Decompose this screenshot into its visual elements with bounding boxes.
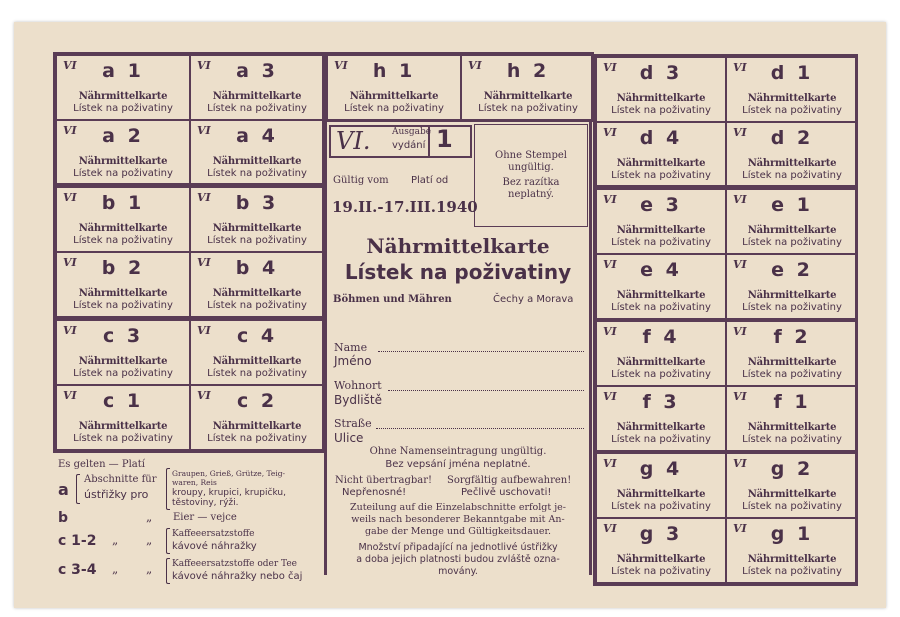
coupon-code: e 1 — [771, 194, 813, 216]
coupon-code: a 4 — [236, 125, 278, 147]
note-allot-de-3: gabe der Menge und Gültigkeitsdauer. — [364, 526, 552, 537]
valid-dates: 19.II.-17.III.1940 — [332, 198, 478, 216]
legend-c34-ditto: „ — [112, 562, 119, 576]
issue-roman: VI. — [336, 127, 371, 155]
coupon-label-de: Nährmittelkarte — [747, 422, 837, 433]
coupon-issue-label: VI — [733, 325, 747, 338]
coupon-issue-label: VI — [63, 324, 77, 337]
field-name-de: Name — [334, 341, 368, 354]
coupon-issue-label: VI — [733, 193, 747, 206]
card-title-cz: Lístek na poživatiny — [344, 260, 572, 284]
coupon-label-de: Nährmittelkarte — [616, 158, 706, 169]
coupon-label-cz: Lístek na poživatiny — [344, 103, 444, 114]
valid-from-de: Gültig vom — [333, 175, 389, 186]
coupon-label-cz: Lístek na poživatiny — [742, 501, 842, 512]
coupon-label-cz: Lístek na poživatiny — [611, 105, 711, 116]
coupon-code: e 3 — [640, 194, 682, 216]
coupon-issue-label: VI — [733, 258, 747, 271]
coupon-issue-label: VI — [733, 457, 747, 470]
legend-c12-ditto-2: „ — [146, 533, 153, 547]
coupon-pad-h — [324, 52, 594, 122]
coupon-issue-label: VI — [603, 390, 617, 403]
coupon-code: f 4 — [642, 326, 680, 348]
legend-c12-ditto: „ — [112, 533, 119, 547]
coupon-pad-b — [53, 184, 325, 320]
coupon-label-cz: Lístek na poživatiny — [611, 302, 711, 313]
coupon-label-cz: Lístek na poživatiny — [742, 302, 842, 313]
field-name-cz: Jméno — [334, 354, 372, 368]
legend-b-ditto: „ — [146, 510, 153, 524]
legend-a-goods-de — [172, 469, 285, 487]
coupon-code: c 1 — [102, 390, 144, 412]
coupon-label-cz: Lístek na poživatiny — [73, 168, 173, 179]
coupon-label-de: Nährmittelkarte — [483, 91, 573, 102]
issue-ausgabe: Ausgabe — [392, 127, 432, 137]
coupon-label-cz: Lístek na poživatiny — [742, 434, 842, 445]
field-residence-cz: Bydliště — [334, 393, 382, 407]
coupon-label-cz: Lístek na poživatiny — [207, 433, 307, 444]
coupon-label-de: Nährmittelkarte — [747, 357, 837, 368]
coupon-code: h 1 — [372, 60, 416, 82]
coupon-code: c 2 — [236, 390, 278, 412]
region-cz: Čechy a Morava — [493, 294, 574, 305]
coupon-issue-label: VI — [468, 59, 482, 72]
region-de: Böhmen und Mähren — [333, 294, 452, 305]
coupon-label-cz: Lístek na poživatiny — [478, 103, 578, 114]
stamp-note-de: Ohne Stempel ungültig. — [495, 150, 567, 173]
legend-c34-goods-cz: kávové náhražky nebo čaj — [172, 571, 303, 582]
coupon-label-de: Nährmittelkarte — [212, 356, 302, 367]
coupon-issue-label: VI — [63, 256, 77, 269]
coupon-label-de: Nährmittelkarte — [78, 421, 168, 432]
coupon-label-de: Nährmittelkarte — [212, 156, 302, 167]
coupon-label-de: Nährmittelkarte — [616, 489, 706, 500]
coupon-issue-label: VI — [603, 325, 617, 338]
coupon-issue-label: VI — [197, 389, 211, 402]
legend-b-goods: Eier — vejce — [173, 512, 237, 523]
note-allot-de-2: weils nach besonderer Bekanntgabe mit An- — [351, 514, 565, 525]
coupon-issue-label: VI — [603, 193, 617, 206]
issue-vydani: vydání — [392, 140, 426, 151]
card-title-de: Nährmittelkarte — [366, 234, 550, 258]
coupon-code: c 4 — [236, 325, 278, 347]
coupon-code: b 3 — [235, 192, 279, 214]
coupon-issue-label: VI — [733, 390, 747, 403]
legend-a-brace — [76, 474, 80, 504]
coupon-label-cz: Lístek na poživatiny — [742, 237, 842, 248]
coupon-issue-label: VI — [197, 256, 211, 269]
legend-a-goods-de-1: Graupen, Grieß, Grütze, Teig- — [172, 469, 286, 478]
coupon-label-de: Nährmittelkarte — [747, 93, 837, 104]
coupon-label-de: Nährmittelkarte — [212, 223, 302, 234]
coupon-label-de: Nährmittelkarte — [747, 290, 837, 301]
legend-c34-letter: c 3-4 — [58, 562, 97, 578]
note-allot-de-1: Zuteilung auf die Einzelabschnitte erfolgt je- — [349, 502, 567, 513]
coupon-label-de: Nährmittelkarte — [212, 288, 302, 299]
coupon-code: d 4 — [639, 127, 683, 149]
coupon-label-de: Nährmittelkarte — [78, 356, 168, 367]
note-unsigned-cz: Bez vepsání jména neplatné. — [385, 459, 531, 470]
coupon-issue-label: VI — [603, 61, 617, 74]
coupon-label-cz: Lístek na poživatiny — [742, 170, 842, 181]
coupon-issue-label: VI — [334, 59, 348, 72]
coupon-label-cz: Lístek na poživatiny — [207, 235, 307, 246]
coupon-label-cz: Lístek na poživatiny — [611, 237, 711, 248]
coupon-label-cz: Lístek na poživatiny — [73, 433, 173, 444]
coupon-pad-a — [53, 52, 325, 186]
legend-a-goods-brace — [166, 468, 170, 510]
coupon-label-de: Nährmittelkarte — [747, 225, 837, 236]
coupon-label-cz: Lístek na poživatiny — [742, 105, 842, 116]
note-keep-cz: Pečlivě uschovati! — [461, 487, 552, 498]
note-keep-de: Sorgfältig aufbewahren! — [447, 475, 572, 486]
coupon-pad-d — [593, 54, 858, 188]
coupon-code: d 3 — [639, 62, 683, 84]
field-street-de: Straße — [334, 417, 372, 430]
coupon-label-de: Nährmittelkarte — [212, 91, 302, 102]
note-allot-cz-2: a doba jejich platnosti budou zvláště ozna- — [356, 554, 560, 565]
coupon-label-cz: Lístek na poživatiny — [73, 103, 173, 114]
coupon-label-cz: Lístek na poživatiny — [611, 170, 711, 181]
coupon-issue-label: VI — [733, 126, 747, 139]
coupon-issue-label: VI — [197, 59, 211, 72]
coupon-code: f 3 — [642, 391, 680, 413]
legend-a-de: Abschnitte für — [84, 474, 157, 485]
legend-c34-ditto-2: „ — [146, 562, 153, 576]
coupon-issue-label: VI — [603, 522, 617, 535]
legend-a-goods-cz — [172, 488, 286, 508]
name-entry-line[interactable] — [378, 351, 584, 352]
coupon-label-cz: Lístek na poživatiny — [207, 368, 307, 379]
coupon-issue-label: VI — [603, 126, 617, 139]
coupon-code: b 4 — [235, 257, 279, 279]
coupon-pad-f — [593, 318, 858, 454]
residence-entry-line[interactable] — [388, 390, 584, 391]
coupon-label-cz: Lístek na poživatiny — [207, 300, 307, 311]
coupon-code: e 2 — [771, 259, 813, 281]
coupon-code: b 1 — [101, 192, 145, 214]
coupon-label-cz: Lístek na poživatiny — [207, 103, 307, 114]
legend-a-goods-cz-2: těstoviny, rýži. — [172, 498, 239, 508]
coupon-code: g 3 — [639, 523, 683, 545]
field-residence-de: Wohnort — [334, 379, 382, 392]
coupon-code: a 3 — [236, 60, 278, 82]
coupon-code: h 2 — [506, 60, 550, 82]
coupon-code: g 2 — [770, 458, 814, 480]
coupon-label-de: Nährmittelkarte — [212, 421, 302, 432]
legend-c12-brace — [166, 528, 170, 554]
coupon-code: e 4 — [640, 259, 682, 281]
coupon-issue-label: VI — [603, 457, 617, 470]
coupon-label-cz: Lístek na poživatiny — [611, 369, 711, 380]
coupon-label-de: Nährmittelkarte — [747, 554, 837, 565]
note-allot-cz — [327, 542, 589, 578]
coupon-code: d 2 — [770, 127, 814, 149]
coupon-label-cz: Lístek na poživatiny — [73, 368, 173, 379]
coupon-label-de: Nährmittelkarte — [78, 223, 168, 234]
coupon-code: a 1 — [102, 60, 144, 82]
coupon-label-de: Nährmittelkarte — [616, 422, 706, 433]
coupon-issue-label: VI — [63, 59, 77, 72]
coupon-label-de: Nährmittelkarte — [616, 290, 706, 301]
coupon-label-de: Nährmittelkarte — [616, 225, 706, 236]
coupon-label-cz: Lístek na poživatiny — [207, 168, 307, 179]
coupon-code: f 1 — [773, 391, 811, 413]
coupon-pad-g — [593, 450, 858, 586]
legend-c34-brace — [166, 558, 170, 584]
coupon-issue-label: VI — [733, 522, 747, 535]
coupon-code: b 2 — [101, 257, 145, 279]
note-allot-de — [327, 502, 589, 538]
coupon-issue-label: VI — [197, 124, 211, 137]
coupon-code: g 4 — [639, 458, 683, 480]
coupon-label-cz: Lístek na poživatiny — [73, 235, 173, 246]
coupon-code: d 1 — [770, 62, 814, 84]
coupon-code: a 2 — [102, 125, 144, 147]
coupon-label-cz: Lístek na poživatiny — [611, 434, 711, 445]
note-unsigned-de: Ohne Namenseintragung ungültig. — [369, 446, 547, 457]
coupon-pad-e — [593, 186, 858, 322]
coupon-code: f 2 — [773, 326, 811, 348]
legend-a-letter: a — [58, 480, 69, 499]
coupon-issue-label: VI — [197, 191, 211, 204]
coupon-label-de: Nährmittelkarte — [747, 489, 837, 500]
coupon-issue-label: VI — [63, 191, 77, 204]
legend-heading: Es gelten — Platí — [58, 459, 145, 470]
note-allot-cz-3: movány. — [438, 566, 478, 577]
legend-a-goods-cz-1: kroupy, krupici, krupičku, — [172, 488, 286, 498]
legend-c12-goods-cz: kávové náhražky — [172, 541, 257, 552]
coupon-label-de: Nährmittelkarte — [78, 91, 168, 102]
legend-b-letter: b — [58, 510, 69, 526]
note-transfer-cz: Nepřenosné! — [342, 487, 407, 498]
legend-c34-goods-de: Kaffeeersatzstoffe oder Tee — [172, 559, 297, 569]
note-allot-cz-1: Množství připadající na jednotlivé ústřižky — [358, 542, 558, 553]
coupon-issue-label: VI — [733, 61, 747, 74]
legend-a-cz: ústřižky pro — [84, 488, 149, 501]
stamp-note-cz: Bez razítka neplatný. — [502, 177, 560, 200]
coupon-label-cz: Lístek na poživatiny — [73, 300, 173, 311]
coupon-label-cz: Lístek na poživatiny — [742, 566, 842, 577]
coupon-label-de: Nährmittelkarte — [747, 158, 837, 169]
legend-c12-goods-de: Kaffeeersatzstoffe — [172, 529, 255, 539]
coupon-code: g 1 — [770, 523, 814, 545]
coupon-label-de: Nährmittelkarte — [78, 288, 168, 299]
coupon-label-cz: Lístek na poživatiny — [611, 566, 711, 577]
legend-a-goods-de-2: waren, Reis — [172, 478, 217, 487]
stamp-box — [474, 124, 588, 227]
coupon-issue-label: VI — [63, 389, 77, 402]
coupon-issue-label: VI — [63, 124, 77, 137]
street-entry-line[interactable] — [376, 428, 584, 429]
coupon-label-de: Nährmittelkarte — [616, 554, 706, 565]
coupon-label-cz: Lístek na poživatiny — [611, 501, 711, 512]
field-street-cz: Ulice — [334, 431, 364, 445]
coupon-pad-c — [53, 317, 325, 453]
coupon-issue-label: VI — [197, 324, 211, 337]
coupon-label-de: Nährmittelkarte — [616, 357, 706, 368]
valid-from-cz: Platí od — [411, 175, 449, 186]
coupon-label-de: Nährmittelkarte — [349, 91, 439, 102]
coupon-code: c 3 — [102, 325, 144, 347]
coupon-label-de: Nährmittelkarte — [616, 93, 706, 104]
note-transfer-de: Nicht übertragbar! — [335, 475, 433, 486]
issue-number: 1 — [436, 125, 453, 153]
coupon-issue-label: VI — [603, 258, 617, 271]
legend-c12-letter: c 1-2 — [58, 533, 97, 549]
coupon-label-cz: Lístek na poživatiny — [742, 369, 842, 380]
coupon-label-de: Nährmittelkarte — [78, 156, 168, 167]
